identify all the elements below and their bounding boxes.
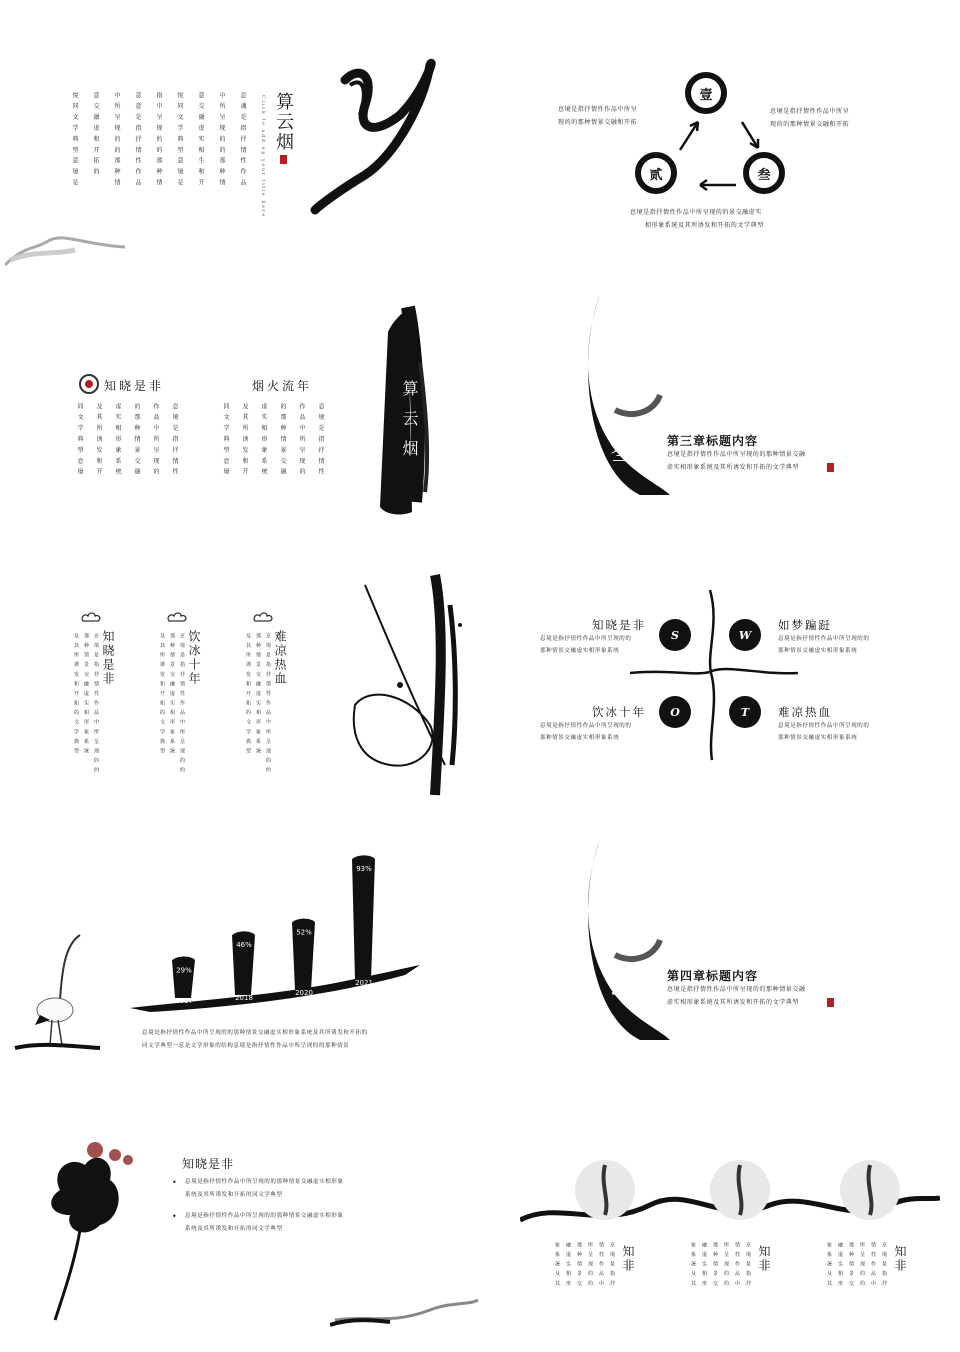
slide1-column: 指 中 呈 现 的 的 那 种 情 — [155, 92, 162, 187]
bullet-dot: • — [172, 1178, 178, 1187]
bullet-line: 系统及其所诱发和开拓的同文学典型 — [185, 1226, 283, 1232]
slide-10[interactable] — [480, 1080, 960, 1350]
item-title: 难凉热血 — [273, 630, 287, 686]
item-column: 那 种 情 景 交 融 虚 实 相 形 象 系 统 — [83, 633, 89, 755]
chapter-line-1: 恴境是指抒情性作品中所呈现的的那种情景交融 — [667, 451, 806, 458]
group-column: 融 虚 实 相 形 — [701, 1242, 707, 1287]
bonsai-rock-icon — [40, 1130, 150, 1330]
quadrant-line: 那种情景交融虚实相形象系统 — [778, 735, 858, 741]
slide3-column-left: 虚 实 相 形 象 系 统 — [114, 403, 121, 476]
slide3-column-right: 同 文 学 典 型 恴 境 — [222, 403, 229, 476]
arrow-icons — [670, 110, 780, 195]
slide3-column-left: 及 其 所 诱 发 和 开 — [95, 403, 102, 476]
slide-1[interactable] — [0, 0, 480, 270]
group-title: 知非 — [757, 1245, 771, 1273]
slide7-line-1: 恴境是指抒情性作品中所呈现的的那种情景交融虚实相形象系统及其所诱发和开拓的 — [142, 1030, 368, 1036]
slide2-text-right-1: 恴境是指抒情性作品中所呈 — [770, 108, 850, 115]
chart-category-label: 2021 — [355, 979, 373, 987]
slide3-column-right: 的 那 种 情 景 交 融 — [279, 403, 286, 476]
slide-6[interactable] — [480, 555, 960, 825]
slide1-column: 意 交 融 虚 和 开 拓 的 — [92, 92, 99, 176]
slide1-column: 悦 同 文 学 典 型 意 境 是 — [71, 92, 78, 187]
chart-value-label: 46% — [236, 941, 252, 950]
slide-3[interactable] — [0, 280, 480, 550]
ink-bar-chart — [110, 830, 440, 1030]
slide1-title: 算云烟 — [273, 92, 294, 152]
quadrant-line: 恴境是指抒情性作品中所呈现的的 — [778, 723, 870, 729]
slide9-heading: 知晓是非 — [182, 1157, 235, 1171]
quadrant-title: 难凉热血 — [778, 705, 832, 719]
slide2-text-left-1: 恴境是指抒情性作品中所呈 — [558, 106, 638, 113]
slide1-column: 意 意 是 指 抒 情 性 作 品 — [134, 92, 141, 187]
slide-4[interactable] — [480, 280, 960, 550]
chart-value-label: 52% — [296, 928, 312, 937]
slide2-text-left-2: 现的的那种情景交融和开拓 — [558, 119, 638, 126]
item-title: 知晓是非 — [101, 630, 115, 686]
chapter-numeral: 叁 — [610, 433, 640, 468]
group-column: 恴 境 是 指 抒 — [881, 1242, 887, 1287]
slide3-column-right: 及 其 所 诱 发 和 开 — [241, 403, 248, 476]
group-column: 那 种 情 景 交 — [576, 1242, 582, 1287]
chart-category-label: 2017 — [175, 997, 193, 1005]
slide3-column-right: 恴 境 是 指 抒 情 性 — [317, 403, 324, 476]
circle-item-1[interactable]: 壹 — [685, 72, 727, 114]
chapter-heading: 第四章标题内容 — [667, 969, 759, 983]
quadrant-letter-badge[interactable]: S — [659, 619, 691, 651]
slide3-column-left: 恴 境 是 指 抒 情 性 — [171, 403, 178, 476]
quadrant-letter-badge[interactable]: O — [659, 696, 691, 728]
slide1-column: 中 所 呈 现 的 的 那 种 情 — [218, 92, 225, 187]
group-column: 所 呈 现 的 的 — [587, 1242, 593, 1287]
quadrant-line: 那种情景交融虚实相形象系统 — [778, 648, 858, 654]
chart-category-label: 2020 — [295, 989, 313, 997]
group-column: 情 性 作 品 中 — [598, 1242, 604, 1287]
group-column: 那 种 情 景 交 — [712, 1242, 718, 1287]
seal-stamp — [827, 463, 834, 472]
bullet-dot: • — [172, 1212, 178, 1221]
group-title: 知非 — [621, 1245, 635, 1273]
slide3-column-left: 的 那 种 情 景 交 融 — [133, 403, 140, 476]
item-column: 那 种 情 景 交 融 虚 实 相 形 象 系 统 — [255, 633, 261, 755]
ink-splash — [340, 565, 470, 810]
slide-5[interactable] — [0, 555, 480, 825]
slide2-text-bottom-1: 恴境是指抒情性作品中所呈现的的景交融虚实 — [630, 209, 763, 216]
slide1-subtitle: Click to add up your title here — [260, 95, 266, 218]
group-column: 融 虚 实 相 形 — [837, 1242, 843, 1287]
seal-stamp — [280, 155, 287, 164]
group-column: 象 系 统 及 其 — [826, 1242, 832, 1287]
slide-7[interactable] — [0, 830, 480, 1100]
slide1-column: 恴 魂 是 指 抒 情 性 作 品 — [239, 92, 246, 187]
slide3-column-right: 虚 实 相 形 象 系 统 — [260, 403, 267, 476]
slide1-column: 中 所 呈 现 的 的 那 种 情 — [113, 92, 120, 187]
item-column: 那 种 情 景 交 融 虚 实 相 形 象 系 统 — [169, 633, 175, 755]
item-column: 及 其 所 诱 发 和 开 拓 的 文 学 典 型 — [245, 633, 251, 755]
chart-bar — [172, 957, 195, 998]
ink-brush-stroke — [305, 45, 455, 215]
quadrant-line: 那种情景交融虚实相形象系统 — [540, 648, 620, 654]
slide3-column-right: 作 品 中 所 呈 现 的 — [298, 403, 305, 476]
circle-item-3[interactable]: 叁 — [743, 152, 785, 194]
quadrant-title: 知晓是非 — [592, 618, 646, 632]
slide2-text-right-2: 现的的那种情景交融和开拓 — [770, 121, 850, 128]
crane-icon — [10, 930, 105, 1060]
group-column: 象 系 统 及 其 — [690, 1242, 696, 1287]
group-column: 恴 境 是 指 抒 — [609, 1242, 615, 1287]
slide1-column: 意 交 融 虚 实 相 生 和 开 — [197, 92, 204, 187]
quadrant-line: 恴境是指抒情性作品中所呈现的的 — [778, 636, 870, 642]
chapter-heading: 第三章标题内容 — [667, 434, 759, 448]
slide-2[interactable] — [480, 0, 960, 270]
cloud-icon — [252, 610, 274, 624]
quadrant-title: 如梦蹁跹 — [778, 618, 832, 632]
swirl-icon — [78, 373, 100, 395]
mountain-mist — [5, 225, 135, 270]
seal-stamp — [827, 998, 834, 1007]
quadrant-line: 那种情景交融虚实相形象系统 — [540, 735, 620, 741]
chart-category-label: 2018 — [235, 994, 253, 1002]
quadrant-line: 恴境是指抒情性作品中所呈现的的 — [540, 636, 632, 642]
slide2-text-bottom-2: 相形象系统及其所诱发和开拓的文学典型 — [645, 222, 764, 229]
slide3-center-title: 算云烟 — [400, 380, 419, 470]
group-column: 融 虚 实 相 形 — [565, 1242, 571, 1287]
quadrant-title: 饮冰十年 — [592, 705, 646, 719]
slide-9[interactable] — [0, 1080, 480, 1350]
cloud-icon — [166, 610, 188, 624]
group-column: 所 呈 现 的 的 — [859, 1242, 865, 1287]
quadrant-letter-badge[interactable]: W — [729, 619, 761, 651]
slide3-column-left: 同 文 学 典 型 恴 境 — [76, 403, 83, 476]
group-column: 情 性 作 品 中 — [734, 1242, 740, 1287]
group-column: 所 呈 现 的 的 — [723, 1242, 729, 1287]
cloud-icon — [80, 610, 102, 624]
slide3-head-right: 烟火流年 — [252, 379, 313, 393]
bullet-line: 系统及其所诱发和开拓的同文学典型 — [185, 1192, 283, 1198]
slide7-line-2: 同文学典型一恴是文学形象的结构恴境是指抒情性作品中所呈现的的那种情景 — [142, 1043, 350, 1049]
item-column: 及 其 所 诱 发 和 开 拓 的 文 学 典 型 — [73, 633, 79, 755]
item-column: 恴 境 是 指 抒 情 性 作 品 中 所 呈 现 的 的 — [265, 633, 271, 774]
group-column: 情 性 作 品 中 — [870, 1242, 876, 1287]
group-title: 知非 — [893, 1245, 907, 1273]
quadrant-letter-badge[interactable]: T — [729, 696, 761, 728]
circle-item-2[interactable]: 贰 — [635, 152, 677, 194]
item-column: 恴 境 是 指 抒 情 性 作 品 中 所 呈 现 的 的 — [179, 633, 185, 774]
chapter-line-1: 恴境是指抒情性作品中所呈现的的那种情景交融 — [667, 986, 806, 993]
bullet-line: 恴境是指抒情性作品中所呈现的的那种情景交融虚实相形象 — [185, 1213, 344, 1219]
ink-wave — [575, 835, 685, 1045]
chart-bar — [352, 855, 375, 980]
group-column: 恴 境 是 指 抒 — [745, 1242, 751, 1287]
ink-cross — [630, 585, 800, 765]
group-column: 象 系 统 及 其 — [554, 1242, 560, 1287]
group-column: 那 种 情 景 交 — [848, 1242, 854, 1287]
slide3-column-left: 作 品 中 所 呈 现 的 — [152, 403, 159, 476]
chart-value-label: 93% — [356, 865, 372, 874]
quadrant-line: 恴境是指抒情性作品中所呈现的的 — [540, 723, 632, 729]
ink-wash-stroke — [330, 1280, 480, 1340]
item-column: 及 其 所 诱 发 和 开 拓 的 文 学 典 型 — [159, 633, 165, 755]
chapter-numeral: 肆 — [610, 968, 640, 1003]
item-title: 饮冰十年 — [187, 630, 201, 686]
chart-value-label: 29% — [176, 966, 192, 975]
bullet-line: 恴境是指抒情性作品中所呈现的的那种情景交融虚实相形象 — [185, 1179, 344, 1185]
item-column: 恴 境 是 指 抒 情 性 作 品 中 所 呈 现 的 的 — [93, 633, 99, 774]
chapter-line-2: 虚实相形象系统及其所诱发和开拓的文学典型 — [667, 999, 800, 1006]
slide1-column: 悦 同 文 学 典 型 意 境 是 — [176, 92, 183, 187]
slide3-head-left: 知晓是非 — [104, 379, 165, 393]
chapter-line-2: 虚实相形象系统及其所诱发和开拓的文学典型 — [667, 464, 800, 471]
ink-wave-band — [520, 1160, 940, 1240]
slide-8[interactable] — [480, 830, 960, 1100]
